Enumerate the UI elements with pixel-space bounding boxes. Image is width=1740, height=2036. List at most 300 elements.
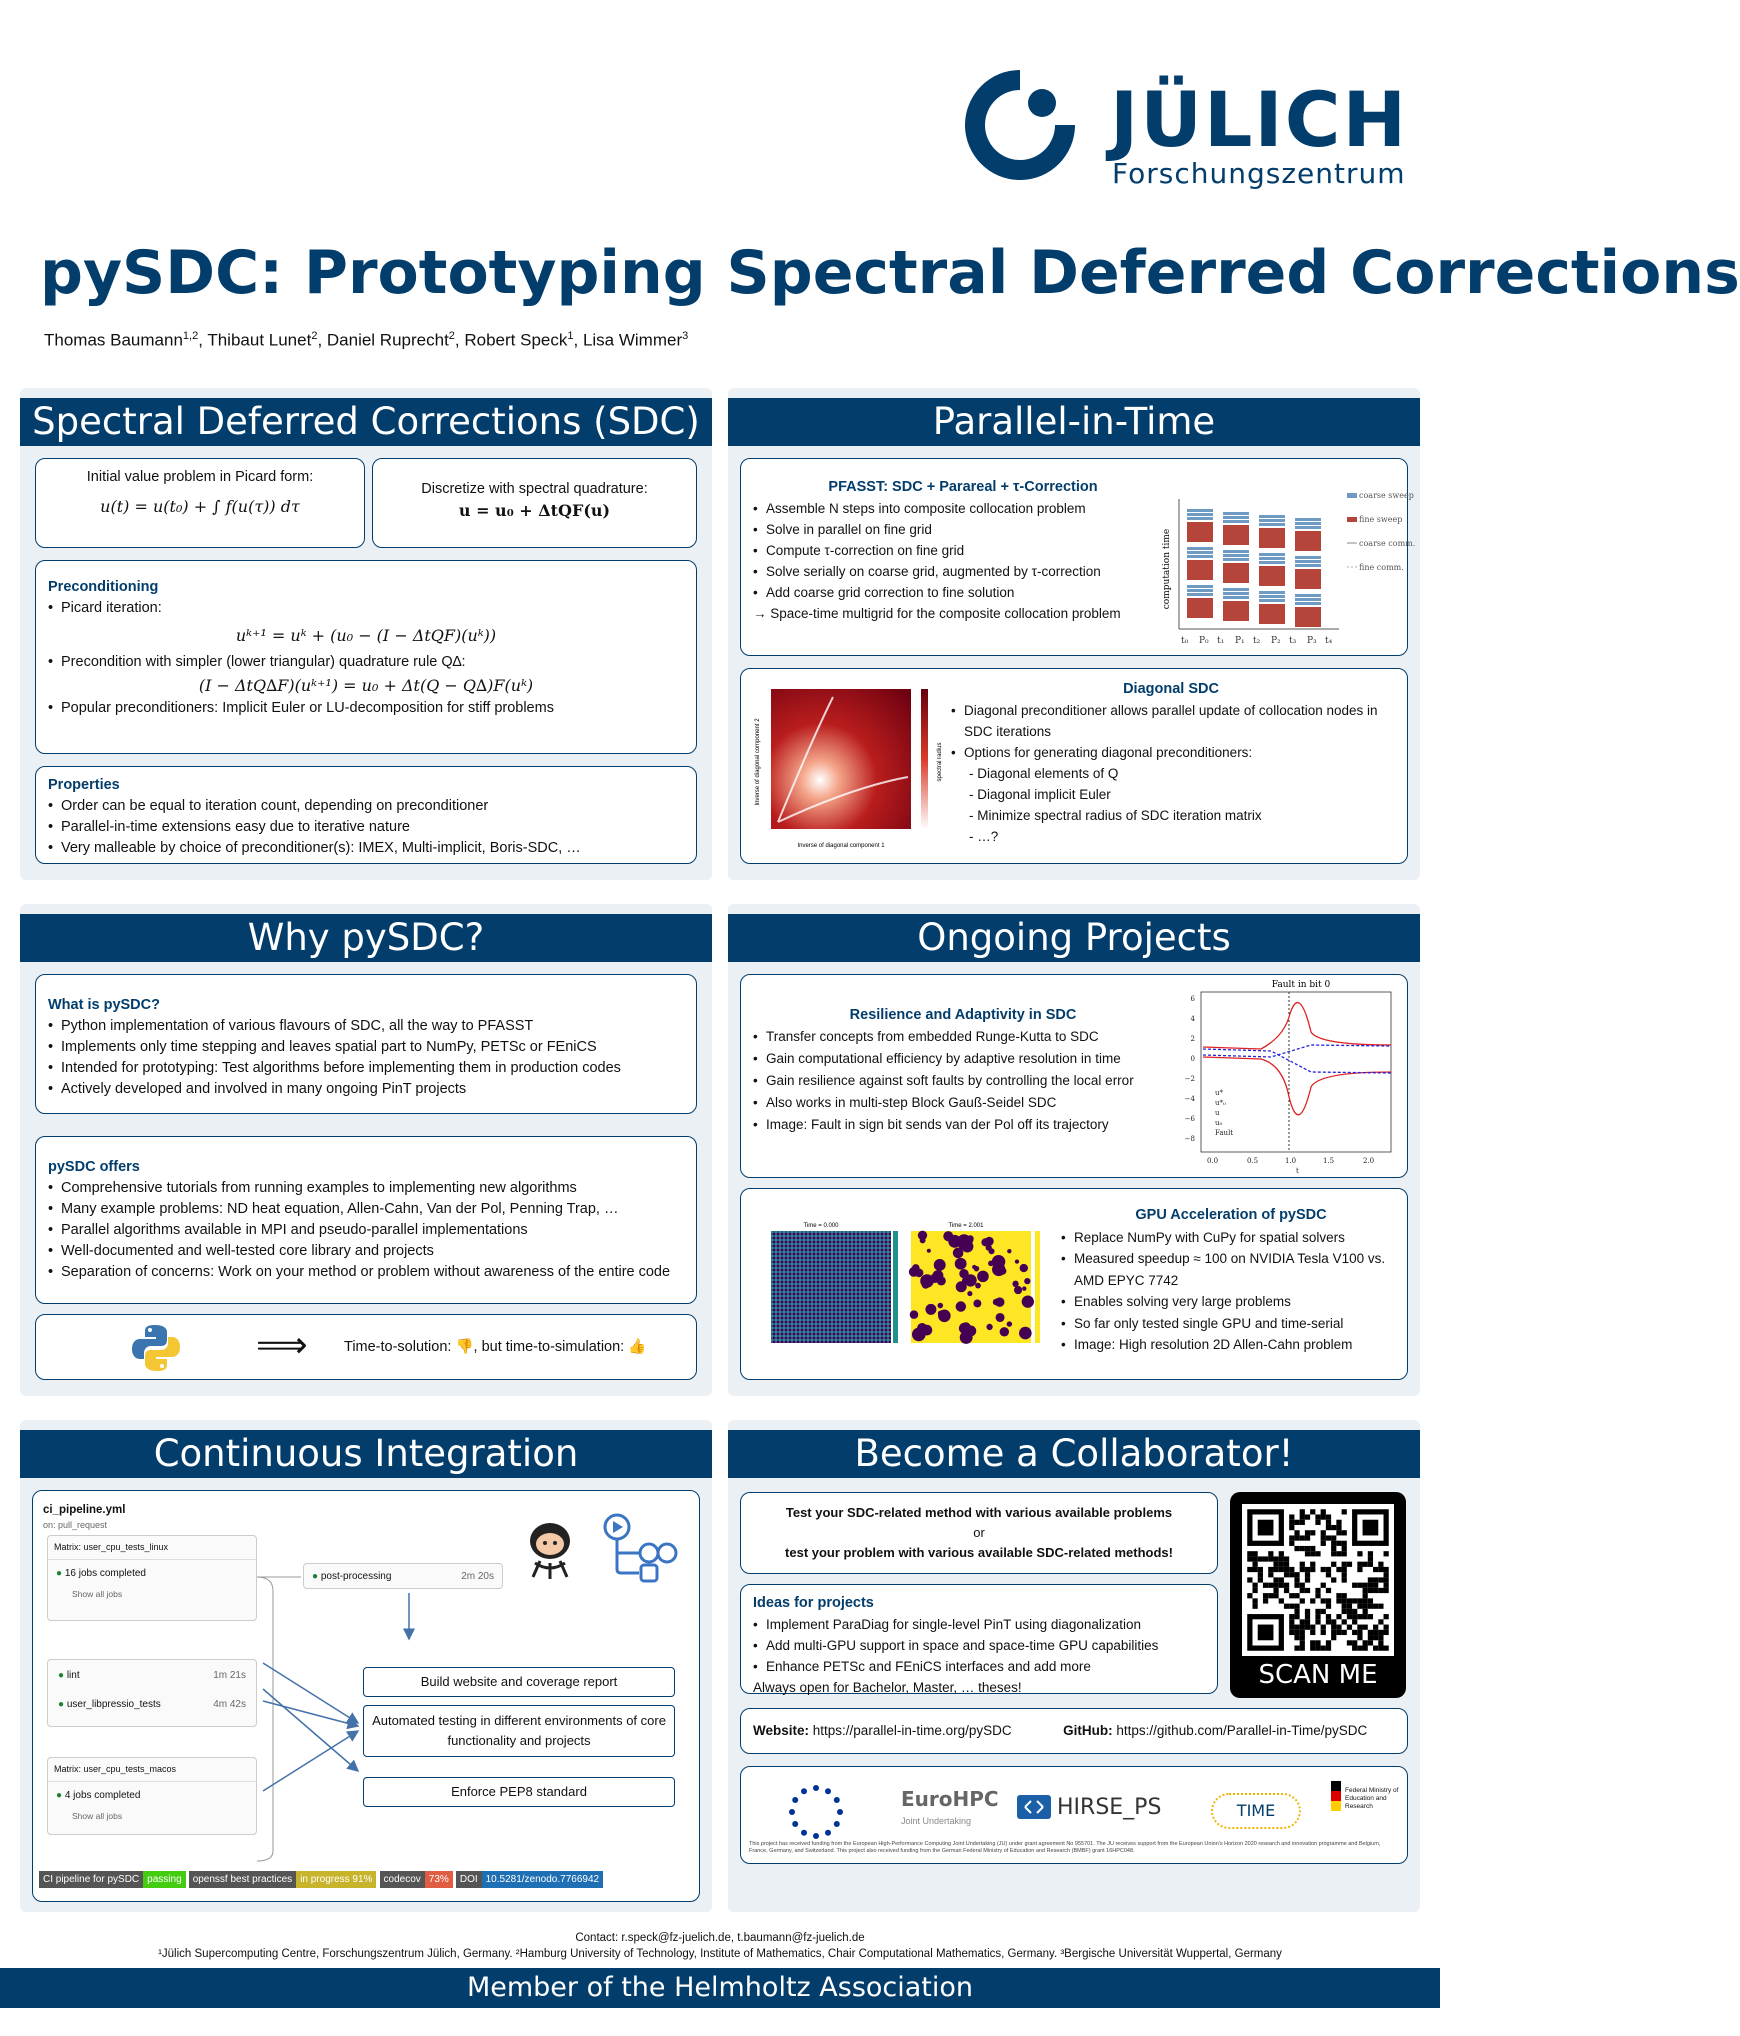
qr-module xyxy=(1263,1583,1268,1588)
coarse-sweep-block xyxy=(1259,519,1285,522)
check-icon: ● xyxy=(58,1670,65,1681)
links-card: Website: https://parallel-in-time.org/pySDC GitHub: https://github.com/Parallel-in-Time/pySDC xyxy=(740,1708,1408,1754)
qr-module xyxy=(1305,1514,1310,1519)
qr-module xyxy=(1263,1593,1268,1598)
coarse-sweep-block xyxy=(1223,558,1249,561)
qr-module xyxy=(1352,1646,1357,1651)
tick-label: 0 xyxy=(1190,1055,1195,1063)
qr-module xyxy=(1294,1546,1299,1551)
job-lint[interactable]: ● lint 1m 21s xyxy=(58,1670,246,1681)
qr-module xyxy=(1300,1640,1305,1645)
qr-module xyxy=(1331,1562,1336,1567)
qr-module xyxy=(1342,1562,1347,1567)
qr-module xyxy=(1258,1572,1263,1577)
qr-module xyxy=(1310,1546,1315,1551)
qr-module xyxy=(1300,1625,1305,1630)
github-link[interactable]: https://github.com/Parallel-in-Time/pySDC xyxy=(1116,1723,1368,1738)
qr-module xyxy=(1326,1646,1331,1651)
doi-badge[interactable]: DOI 10.5281/zenodo.7766942 xyxy=(456,1873,603,1885)
qr-module xyxy=(1331,1630,1336,1635)
job-post-processing[interactable]: ● post-processing 2m 20s xyxy=(303,1563,503,1589)
fine-sweep-block xyxy=(1259,566,1285,586)
phase-blob xyxy=(957,1234,971,1248)
qr-module xyxy=(1336,1598,1341,1603)
qr-module xyxy=(1252,1551,1257,1556)
qr-module xyxy=(1331,1635,1336,1640)
phase-blob xyxy=(1007,1321,1012,1326)
qr-module xyxy=(1363,1583,1368,1588)
panel-title: Time = 2.001 xyxy=(948,1223,984,1229)
qr-module xyxy=(1336,1567,1341,1572)
qr-module xyxy=(1342,1572,1347,1577)
qr-module xyxy=(1384,1646,1389,1651)
qr-module xyxy=(1315,1614,1320,1619)
tick-label: 0.0 xyxy=(1207,1157,1219,1165)
qr-module xyxy=(1273,1583,1278,1588)
qr-module xyxy=(1321,1609,1326,1614)
qr-module xyxy=(1321,1646,1326,1651)
qr-module xyxy=(1342,1530,1347,1535)
qr-module xyxy=(1247,1593,1252,1598)
qr-module xyxy=(1315,1646,1320,1651)
qr-module xyxy=(1268,1572,1273,1577)
python-logo-icon xyxy=(131,1323,181,1373)
pep8-box: Enforce PEP8 standard xyxy=(363,1777,675,1807)
qr-module xyxy=(1331,1577,1336,1582)
coarse-sweep-block xyxy=(1223,520,1249,523)
eu-star xyxy=(837,1809,843,1815)
website-link[interactable]: https://parallel-in-time.org/pySDC xyxy=(812,1723,1012,1738)
coarse-sweep-block xyxy=(1223,550,1249,553)
coarse-sweep-block xyxy=(1187,589,1213,592)
qr-module xyxy=(1336,1625,1341,1630)
qr-module xyxy=(1363,1588,1368,1593)
qr-module xyxy=(1252,1556,1257,1561)
poster-title: pySDC: Prototyping Spectral Deferred Corrections xyxy=(40,238,1740,308)
author: Lisa Wimmer xyxy=(582,330,683,350)
qr-module xyxy=(1294,1572,1299,1577)
qr-module xyxy=(1305,1567,1310,1572)
qr-module xyxy=(1331,1535,1336,1540)
qr-module xyxy=(1347,1609,1352,1614)
helmholtz-footer: Member of the Helmholtz Association xyxy=(0,1968,1440,2008)
qr-module xyxy=(1326,1604,1331,1609)
phase-blob xyxy=(938,1310,951,1323)
logo-wordmark: JÜLICH xyxy=(1110,75,1409,164)
phase-blob xyxy=(933,1270,944,1281)
sdc-section xyxy=(20,388,712,880)
fine-sweep-block xyxy=(1295,569,1321,589)
qr-module xyxy=(1378,1562,1383,1567)
qr-module xyxy=(1263,1598,1268,1603)
colorbar xyxy=(1035,1231,1040,1343)
tick-label: 2.0 xyxy=(1363,1157,1375,1165)
qr-module xyxy=(1363,1646,1368,1651)
qr-module xyxy=(1321,1541,1326,1546)
coarse-sweep-block xyxy=(1295,602,1321,605)
properties-card: Properties • Order can be equal to iteration count, depending on preconditioner • Parallel-in-time extensions easy due to iterative nature • Very malleable by choice of preconditioner(s): IMEX, Multi-implicit, Boris-SDC, … xyxy=(35,766,697,864)
legend-label: fine sweep xyxy=(1359,515,1403,524)
coarse-sweep-block xyxy=(1187,593,1213,596)
why-section xyxy=(20,904,712,1396)
tick-label: 1.0 xyxy=(1285,1157,1297,1165)
series-u0 xyxy=(1203,1057,1391,1115)
qr-module xyxy=(1305,1577,1310,1582)
coarse-sweep-block xyxy=(1223,596,1249,599)
qr-module xyxy=(1300,1588,1305,1593)
codecov-badge[interactable]: codecov 73% xyxy=(380,1873,453,1885)
qr-module xyxy=(1347,1604,1352,1609)
qr-module xyxy=(1357,1551,1362,1556)
section-heading: Become a Collaborator! xyxy=(728,1430,1420,1478)
qr-module xyxy=(1357,1625,1362,1630)
qr-module xyxy=(1368,1630,1373,1635)
qr-module xyxy=(1336,1541,1341,1546)
phase-blob xyxy=(1007,1249,1011,1253)
matrix-macos[interactable]: Matrix: user_cpu_tests_macos ● 4 jobs completed Show all jobs xyxy=(47,1757,257,1835)
qr-module xyxy=(1321,1509,1326,1514)
qr-module xyxy=(1294,1635,1299,1640)
fine-sweep-block xyxy=(1187,560,1213,580)
phase-blob xyxy=(956,1281,967,1292)
qr-module xyxy=(1342,1577,1347,1582)
coarse-sweep-block xyxy=(1295,522,1321,525)
qr-module xyxy=(1326,1614,1331,1619)
eu-star xyxy=(792,1797,798,1803)
qr-module xyxy=(1289,1619,1294,1624)
qr-module xyxy=(1352,1614,1357,1619)
spectral-radius-heatmap xyxy=(753,677,943,857)
qr-module xyxy=(1252,1598,1257,1603)
eu-flag-icon xyxy=(751,1777,881,1847)
author: Thomas Baumann xyxy=(44,330,183,350)
legend-label: u*₀ xyxy=(1215,1099,1226,1107)
tick-label: P₁ xyxy=(1235,636,1245,646)
phase-blob xyxy=(922,1325,933,1336)
qr-module xyxy=(1300,1630,1305,1635)
phase-blob xyxy=(981,1238,989,1246)
qr-module xyxy=(1321,1535,1326,1540)
phase-blob xyxy=(920,1237,926,1243)
qr-module xyxy=(1284,1572,1289,1577)
qr-module xyxy=(1247,1577,1252,1582)
qr-module xyxy=(1347,1640,1352,1645)
fault-title: Fault in bit 0 xyxy=(1271,980,1331,990)
legend-label: coarse sweep xyxy=(1359,491,1414,500)
qr-module xyxy=(1300,1520,1305,1525)
qr-module xyxy=(1289,1625,1294,1630)
automated-testing-box: Automated testing in different environments of core functionality and projects xyxy=(363,1705,675,1757)
heat-ylabel: Inverse of diagonal component 2 xyxy=(755,718,761,806)
qr-module xyxy=(1310,1509,1315,1514)
show-all-jobs-link[interactable]: Show all jobs xyxy=(72,1811,123,1821)
phase-blob xyxy=(1000,1327,1009,1336)
contact-line: Contact: r.speck@fz-juelich.de, t.baumann@fz-juelich.de xyxy=(575,1932,865,1944)
qr-module xyxy=(1310,1598,1315,1603)
qr-module xyxy=(1378,1604,1383,1609)
hirse-logo: HIRSE_PS xyxy=(1057,1795,1162,1820)
coarse-sweep-block xyxy=(1259,557,1285,560)
qr-module xyxy=(1294,1577,1299,1582)
qr-module xyxy=(1373,1635,1378,1640)
coarse-sweep-block xyxy=(1295,598,1321,601)
qr-module xyxy=(1378,1619,1383,1624)
qr-module xyxy=(1252,1583,1257,1588)
qr-module xyxy=(1384,1630,1389,1635)
qr-module xyxy=(1273,1588,1278,1593)
ivp-card: Initial value problem in Picard form: u(t) = u(t₀) + ∫ f(u(τ)) dτ xyxy=(35,458,365,548)
qr-module xyxy=(1279,1556,1284,1561)
resilience-card: Resilience and Adaptivity in SDC • Transfer concepts from embedded Runge-Kutta to SDC • Gain computational efficiency by adaptive resolution in time • Gain resilience against soft faults by controlling the local error • Also works in multi-step Block Gauß-Seidel SDC • Image: Fault in sign bit sends van der Pol off its trajectory Fault in bit 0 6 4 2 0 −2 −4 −6 −8 0.0 0.5 1.0 1.5 2.0 t u* u*₀ u u₀ Fault xyxy=(740,974,1408,1178)
author: Robert Speck xyxy=(464,330,568,350)
qr-module xyxy=(1247,1551,1252,1556)
qr-module xyxy=(1310,1646,1315,1651)
qr-module xyxy=(1326,1535,1331,1540)
series-u xyxy=(1203,1003,1391,1049)
tick-label: 1.5 xyxy=(1323,1157,1335,1165)
qr-module xyxy=(1331,1541,1336,1546)
phase-blob xyxy=(992,1263,1005,1276)
qr-module xyxy=(1268,1567,1273,1572)
fine-sweep-block xyxy=(1187,522,1213,542)
qr-module xyxy=(1300,1509,1305,1514)
eu-star xyxy=(801,1788,807,1794)
qr-module xyxy=(1368,1598,1373,1603)
tick-label: 6 xyxy=(1190,995,1195,1003)
qr-module xyxy=(1294,1609,1299,1614)
qr-module xyxy=(1300,1546,1305,1551)
qr-module xyxy=(1326,1525,1331,1530)
qr-module xyxy=(1310,1562,1315,1567)
qr-module xyxy=(1310,1630,1315,1635)
qr-module xyxy=(1273,1556,1278,1561)
coarse-sweep-block xyxy=(1187,509,1213,512)
tick-label: 4 xyxy=(1190,1015,1195,1023)
qr-module xyxy=(1315,1520,1320,1525)
qr-module xyxy=(1247,1567,1252,1572)
fine-sweep-block xyxy=(1295,531,1321,551)
qr-module xyxy=(1315,1640,1320,1645)
qr-code-icon xyxy=(1242,1504,1394,1656)
panel-title: Time = 0.000 xyxy=(803,1223,839,1229)
qr-module xyxy=(1368,1614,1373,1619)
coarse-sweep-block xyxy=(1223,512,1249,515)
qr-module xyxy=(1363,1604,1368,1609)
qr-code[interactable] xyxy=(1230,1492,1406,1698)
qr-module xyxy=(1378,1635,1383,1640)
openssf-badge[interactable]: openssf best practices in progress 91% xyxy=(189,1873,377,1885)
qr-module xyxy=(1378,1567,1383,1572)
legend-label: Fault xyxy=(1215,1129,1234,1137)
tick-label: −8 xyxy=(1184,1135,1195,1143)
phase-blob xyxy=(986,1324,992,1330)
qr-module xyxy=(1284,1604,1289,1609)
eu-star xyxy=(792,1821,798,1827)
ci-badge[interactable]: CI pipeline for pySDC passing xyxy=(39,1873,186,1885)
allen-cahn-figure xyxy=(751,1219,1051,1359)
phase-blob xyxy=(1024,1278,1030,1284)
qr-module xyxy=(1347,1562,1352,1567)
qr-module xyxy=(1289,1604,1294,1609)
section-heading: Spectral Deferred Corrections (SDC) xyxy=(20,398,712,446)
qr-module xyxy=(1263,1556,1268,1561)
qr-module xyxy=(1363,1640,1368,1645)
qr-module xyxy=(1336,1593,1341,1598)
qr-module xyxy=(1378,1630,1383,1635)
qr-module xyxy=(1315,1609,1320,1614)
qr-module xyxy=(1321,1625,1326,1630)
qr-module xyxy=(1284,1567,1289,1572)
qr-module xyxy=(1310,1640,1315,1645)
qr-module xyxy=(1384,1588,1389,1593)
qr-module xyxy=(1289,1572,1294,1577)
eu-star xyxy=(834,1797,840,1803)
qr-module xyxy=(1321,1630,1326,1635)
qr-module xyxy=(1331,1551,1336,1556)
qr-module xyxy=(1384,1572,1389,1577)
qr-module xyxy=(1357,1646,1362,1651)
coarse-sweep-block xyxy=(1295,526,1321,529)
qr-module xyxy=(1326,1640,1331,1645)
qr-module xyxy=(1289,1535,1294,1540)
coarse-sweep-block xyxy=(1223,516,1249,519)
fine-sweep-block xyxy=(1259,528,1285,548)
qr-module xyxy=(1384,1567,1389,1572)
qr-module xyxy=(1373,1604,1378,1609)
qr-module xyxy=(1352,1640,1357,1645)
qr-module xyxy=(1300,1535,1305,1540)
qr-module xyxy=(1300,1646,1305,1651)
coarse-sweep-block xyxy=(1295,518,1321,521)
qr-module xyxy=(1363,1625,1368,1630)
job-libpressio[interactable]: ● user_libpressio_tests 4m 42s xyxy=(58,1699,246,1710)
series-ustar0 xyxy=(1203,1045,1391,1057)
qr-module xyxy=(1373,1588,1378,1593)
qr-module xyxy=(1289,1593,1294,1598)
phase-blob xyxy=(956,1301,966,1311)
qr-module xyxy=(1336,1525,1341,1530)
legend-label: u xyxy=(1215,1109,1220,1117)
qr-module xyxy=(1321,1514,1326,1519)
check-icon: ● xyxy=(56,1568,63,1579)
affiliations: ¹Jülich Supercomputing Centre, Forschungszentrum Jülich, Germany. ²Hamburg University of Technology, Institute of Mathematics, Chair Computational Mathematics, Germany. ³Bergische Universität Wuppertal, Germany xyxy=(158,1948,1282,1960)
discretize-card: Discretize with spectral quadrature: u = u₀ + ΔtQF(u) xyxy=(372,458,697,548)
phase-blob xyxy=(955,1258,967,1270)
qr-module xyxy=(1305,1551,1310,1556)
qr-module xyxy=(1310,1551,1315,1556)
python-card xyxy=(35,1314,697,1380)
matrix-linux[interactable]: Matrix: user_cpu_tests_linux ● 16 jobs completed Show all jobs xyxy=(47,1535,257,1621)
coarse-sweep-block xyxy=(1187,547,1213,550)
colorbar xyxy=(893,1231,898,1343)
section-heading: Parallel-in-Time xyxy=(728,398,1420,446)
qr-module xyxy=(1305,1535,1310,1540)
qr-module xyxy=(1342,1598,1347,1603)
phase-blob xyxy=(1025,1301,1031,1307)
qr-module xyxy=(1294,1614,1299,1619)
heatmap-field xyxy=(771,689,911,829)
eu-star xyxy=(813,1785,819,1791)
check-icon: ● xyxy=(58,1699,65,1710)
qr-module xyxy=(1373,1630,1378,1635)
fine-sweep-block xyxy=(1259,604,1285,624)
qr-module xyxy=(1378,1577,1383,1582)
qr-module xyxy=(1284,1562,1289,1567)
qr-module xyxy=(1310,1567,1315,1572)
qr-module xyxy=(1305,1546,1310,1551)
qr-module xyxy=(1331,1525,1336,1530)
qr-module xyxy=(1284,1588,1289,1593)
coarse-sweep-block xyxy=(1223,588,1249,591)
qr-module xyxy=(1284,1583,1289,1588)
qr-module xyxy=(1300,1562,1305,1567)
qr-module xyxy=(1357,1614,1362,1619)
qr-module xyxy=(1384,1614,1389,1619)
coarse-sweep-block xyxy=(1259,553,1285,556)
phase-blob xyxy=(943,1231,953,1241)
badge-row xyxy=(39,1871,689,1891)
qr-module xyxy=(1384,1583,1389,1588)
qr-module xyxy=(1305,1614,1310,1619)
qr-module xyxy=(1310,1530,1315,1535)
qr-module xyxy=(1352,1630,1357,1635)
qr-module xyxy=(1300,1583,1305,1588)
qr-module xyxy=(1368,1588,1373,1593)
qr-module xyxy=(1305,1619,1310,1624)
qr-module xyxy=(1342,1604,1347,1609)
eu-star xyxy=(801,1830,807,1836)
legend-label: fine comm. xyxy=(1359,563,1404,572)
qr-module xyxy=(1258,1577,1263,1582)
axis-label: t xyxy=(1296,1167,1299,1175)
qr-module xyxy=(1305,1609,1310,1614)
qr-module xyxy=(1300,1514,1305,1519)
qr-module xyxy=(1289,1520,1294,1525)
phase-blob xyxy=(967,1291,972,1296)
qr-module xyxy=(1357,1604,1362,1609)
qr-module xyxy=(1315,1588,1320,1593)
tick-label: P₂ xyxy=(1271,636,1281,646)
qr-module xyxy=(1357,1562,1362,1567)
qr-module xyxy=(1331,1546,1336,1551)
phase-blob xyxy=(1015,1259,1019,1263)
phase-blob xyxy=(959,1323,970,1334)
section-heading: Why pySDC? xyxy=(20,914,712,962)
qr-module xyxy=(1294,1583,1299,1588)
tick-label: t₁ xyxy=(1217,636,1225,646)
ci-section xyxy=(20,1420,712,1912)
qr-module xyxy=(1326,1588,1331,1593)
coarse-sweep-block xyxy=(1187,517,1213,520)
section-heading: Ongoing Projects xyxy=(728,914,1420,962)
show-all-jobs-link[interactable]: Show all jobs xyxy=(72,1589,123,1599)
qr-module xyxy=(1300,1598,1305,1603)
tick-label: −4 xyxy=(1184,1095,1195,1103)
pfasst-schedule-figure xyxy=(1159,489,1416,649)
github-octocat-icon xyxy=(515,1511,585,1581)
qr-module xyxy=(1326,1567,1331,1572)
check-icon: ● xyxy=(312,1571,319,1582)
coarse-sweep-block xyxy=(1223,554,1249,557)
qr-module xyxy=(1252,1588,1257,1593)
qr-module xyxy=(1294,1530,1299,1535)
qr-module xyxy=(1342,1593,1347,1598)
eu-star xyxy=(834,1821,840,1827)
fine-sweep-block xyxy=(1295,607,1321,627)
qr-module xyxy=(1368,1635,1373,1640)
qr-module xyxy=(1258,1520,1274,1536)
heat-xlabel: Inverse of diagonal component 1 xyxy=(797,843,885,849)
